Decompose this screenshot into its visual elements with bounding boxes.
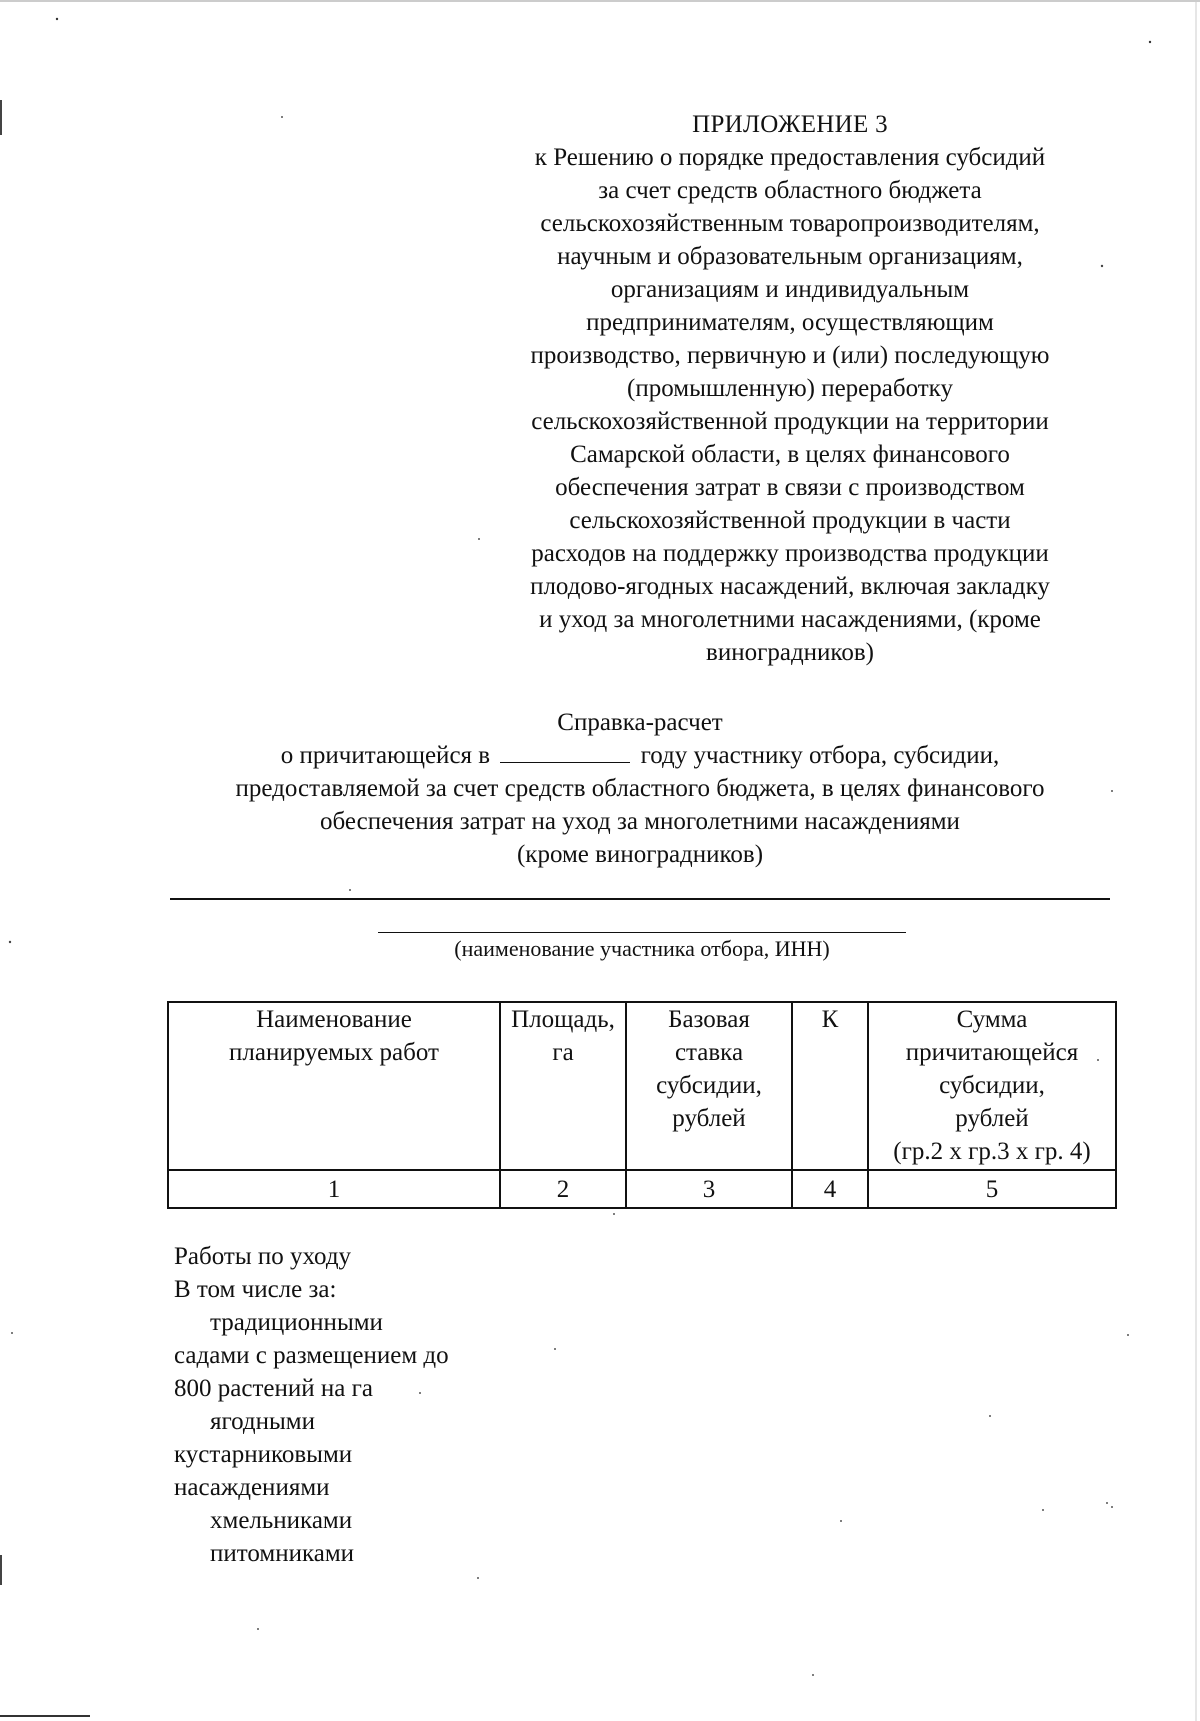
heading-line3: обеспечения затрат на уход за многолетними насаждениями	[320, 808, 960, 835]
speck	[840, 1520, 842, 1522]
appendix-line: (промышленную) переработку	[627, 375, 953, 402]
column-number: 4	[792, 1170, 868, 1208]
speck	[613, 1213, 615, 1215]
list-item: хмельниками	[210, 1507, 353, 1534]
heading-line2: предоставляемой за счет средств областного бюджета, в целях финансового	[235, 775, 1045, 802]
header-work-name	[168, 1002, 500, 1170]
list-item: ягодными	[210, 1408, 316, 1435]
year-blank-field[interactable]	[500, 740, 630, 763]
calculation-table	[167, 1001, 1117, 1209]
column-number: 3	[626, 1170, 792, 1208]
column-number: 1	[168, 1170, 500, 1208]
heading-title: Справка-расчет	[557, 709, 723, 736]
column-number: 2	[500, 1170, 626, 1208]
appendix-line: сельскохозяйственной продукции в части	[569, 507, 1011, 534]
speck	[477, 1577, 479, 1579]
speck	[281, 116, 283, 118]
column-number: 5	[868, 1170, 1116, 1208]
appendix-block	[490, 108, 1090, 669]
appendix-line: расходов на поддержку производства продукции	[531, 540, 1049, 567]
list-item: В том числе за:	[174, 1276, 337, 1303]
speck	[1042, 1509, 1044, 1511]
heading-line-year	[160, 739, 1120, 772]
header-text: рублей	[672, 1105, 746, 1132]
list-item: питомниками	[210, 1540, 355, 1567]
appendix-line: и уход за многолетними насаждениями, (кроме	[539, 606, 1041, 633]
appendix-line: предпринимателям, осуществляющим	[586, 309, 994, 336]
heading-line1-after: году участнику отбора, субсидии,	[640, 742, 1000, 769]
header-text: ставка	[674, 1039, 744, 1066]
appendix-line: к Решению о порядке предоставления субсидий	[534, 144, 1046, 171]
list-item: садами с размещением до	[174, 1342, 449, 1369]
appendix-line: сельскохозяйственной продукции на территории	[531, 408, 1049, 435]
speck	[1111, 1506, 1113, 1508]
speck	[1101, 265, 1103, 267]
participant-name-line[interactable]	[170, 898, 1110, 900]
appendix-line: за счет средств областного бюджета	[598, 177, 982, 204]
speck	[349, 889, 351, 891]
header-coefficient	[792, 1002, 868, 1170]
list-item: 800 растений на га	[174, 1375, 373, 1402]
header-base-rate	[626, 1002, 792, 1170]
appendix-line: сельскохозяйственным товаропроизводителям,	[540, 210, 1040, 237]
speck	[1127, 1334, 1129, 1336]
header-text: рублей	[955, 1105, 1029, 1132]
header-text: планируемых работ	[229, 1039, 439, 1066]
header-text: Базовая	[668, 1006, 750, 1033]
header-text: субсидии,	[656, 1072, 762, 1099]
speck	[478, 538, 480, 540]
appendix-line: обеспечения затрат в связи с производством	[555, 474, 1025, 501]
header-text: субсидии,	[939, 1072, 1045, 1099]
list-item: насаждениями	[174, 1474, 330, 1501]
header-area	[500, 1002, 626, 1170]
list-item: кустарниковыми	[174, 1441, 353, 1468]
appendix-line: виноградников)	[706, 639, 874, 666]
list-item: традиционными	[210, 1309, 383, 1336]
header-text: (гр.2 х гр.3 х гр. 4)	[893, 1138, 1091, 1165]
header-text: К	[821, 1006, 839, 1033]
speck	[989, 1415, 991, 1417]
appendix-line: Самарской области, в целях финансового	[570, 441, 1010, 468]
speck	[1149, 41, 1151, 43]
header-text: причитающейся	[905, 1039, 1079, 1066]
participant-caption: (наименование участника отбора, ИНН)	[454, 936, 830, 961]
works-list	[174, 1240, 534, 1570]
list-item: Работы по уходу	[174, 1243, 352, 1270]
speck	[1106, 1502, 1108, 1504]
appendix-line: производство, первичную и (или) последующую	[530, 342, 1050, 369]
participant-caption-rule	[378, 932, 906, 933]
header-text: Площадь,	[511, 1006, 615, 1033]
speck	[812, 1674, 814, 1676]
table-row	[168, 1170, 1116, 1208]
speck	[554, 1348, 556, 1350]
heading-line1-before: о причитающейся в	[280, 742, 491, 769]
appendix-line: плодово-ягодных насаждений, включая закладку	[530, 573, 1050, 600]
speck	[9, 941, 11, 943]
speck	[56, 18, 58, 20]
appendix-line: научным и образовательным организациям,	[557, 243, 1023, 270]
speck	[257, 1628, 259, 1630]
table-header-row	[168, 1002, 1116, 1170]
speck	[11, 1332, 13, 1334]
header-text: Наименование	[256, 1006, 412, 1033]
header-text: га	[552, 1039, 574, 1066]
heading-line4: (кроме виноградников)	[516, 841, 764, 868]
header-subsidy-sum	[868, 1002, 1116, 1170]
header-text: Сумма	[956, 1006, 1028, 1033]
appendix-title: ПРИЛОЖЕНИЕ 3	[692, 111, 888, 138]
certificate-heading	[160, 706, 1120, 871]
appendix-line: организациям и индивидуальным	[610, 276, 970, 303]
